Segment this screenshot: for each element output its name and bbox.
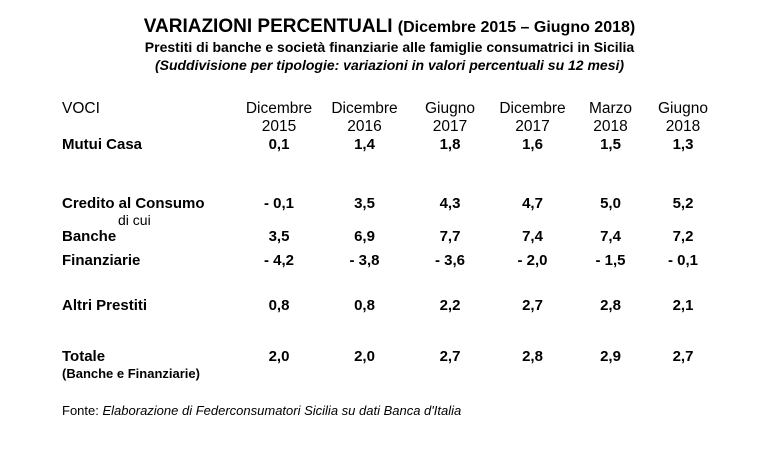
table-row-banche <box>62 228 718 252</box>
cell-value: 2,7 <box>439 348 461 365</box>
table-row-mutui-casa <box>62 136 718 160</box>
cell-value: 3,5 <box>354 195 375 212</box>
cell-value: 0,8 <box>268 297 290 314</box>
column-header-dic2015 <box>237 100 321 136</box>
cell-value: 1,5 <box>600 136 621 153</box>
spacer-row <box>62 160 718 195</box>
cell-value: - 0,1 <box>667 252 698 269</box>
source-prefix: Fonte: <box>62 403 99 418</box>
table-row-altri-prestiti <box>62 297 718 321</box>
column-year: 2017 <box>432 118 468 135</box>
cell-value: 2,8 <box>600 297 621 314</box>
row-sublabel-di-cui: di cui <box>118 212 151 228</box>
cell-value: 2,8 <box>522 348 543 365</box>
column-year: 2015 <box>261 118 297 135</box>
column-header-dic2017 <box>492 100 573 136</box>
cell-value: - 2,0 <box>517 252 548 269</box>
column-month: Dicembre <box>499 100 566 117</box>
cell-value: - 4,2 <box>263 252 294 269</box>
table-row-finanziarie <box>62 252 718 276</box>
cell-value: 5,2 <box>672 195 694 212</box>
cell-value: 2,7 <box>522 297 543 314</box>
table-row-credito-al-consumo <box>62 195 718 228</box>
row-label: Finanziarie <box>62 252 141 269</box>
cell-value: 6,9 <box>354 228 375 245</box>
cell-value: 2,1 <box>672 297 694 314</box>
cell-value: 2,0 <box>268 348 290 365</box>
cell-value: 3,5 <box>268 228 290 245</box>
row-label: Banche <box>62 228 117 245</box>
column-year: 2016 <box>347 118 382 135</box>
page-subtitle-note: (Suddivisione per tipologie: variazioni in valori percentuali su 12 mesi) <box>154 57 625 73</box>
cell-value: 2,0 <box>354 348 375 365</box>
page-title-main: VARIAZIONI PERCENTUALI <box>143 16 393 37</box>
column-month: Dicembre <box>331 100 398 117</box>
data-table <box>62 100 718 381</box>
cell-value: 2,7 <box>672 348 694 365</box>
row-label: Mutui Casa <box>62 136 143 153</box>
column-header-giu2018 <box>648 100 718 136</box>
cell-value: 1,8 <box>439 136 461 153</box>
cell-value: 0,8 <box>354 297 375 314</box>
column-month: Giugno <box>658 100 708 117</box>
source-note <box>62 403 717 419</box>
column-year: 2018 <box>593 118 628 135</box>
row-label: Credito al Consumo <box>62 195 205 212</box>
title-block <box>62 16 717 74</box>
cell-value: 7,2 <box>672 228 694 245</box>
cell-value: 2,9 <box>600 348 621 365</box>
cell-value: - 1,5 <box>595 252 626 269</box>
cell-value: 4,7 <box>522 195 543 212</box>
row-label: Altri Prestiti <box>62 297 148 314</box>
row-sublabel-banche-e-finanziarie: (Banche e Finanziarie) <box>62 366 200 381</box>
spacer-row <box>62 321 718 348</box>
cell-value: 7,4 <box>600 228 621 245</box>
cell-value: 1,6 <box>522 136 543 153</box>
cell-value: - 0,1 <box>263 195 294 212</box>
cell-value: 4,3 <box>439 195 461 212</box>
table-row-totale <box>62 348 718 381</box>
page-title-range: (Dicembre 2015 – Giugno 2018) <box>397 19 636 36</box>
table-header-row <box>62 100 718 136</box>
cell-value: 2,2 <box>439 297 461 314</box>
column-header-voci: VOCI <box>62 100 100 117</box>
column-year: 2017 <box>515 118 550 135</box>
column-header-giu2017 <box>408 100 492 136</box>
cell-value: 1,3 <box>672 136 694 153</box>
column-year: 2018 <box>665 118 701 135</box>
source-text: Elaborazione di Federconsumatori Sicilia su dati Banca d'Italia <box>102 403 462 418</box>
column-header-mar2018 <box>573 100 648 136</box>
cell-value: 0,1 <box>268 136 290 153</box>
cell-value: 7,7 <box>439 228 461 245</box>
cell-value: - 3,8 <box>349 252 380 269</box>
column-month: Giugno <box>425 100 475 117</box>
column-header-dic2016 <box>321 100 408 136</box>
cell-value: 5,0 <box>600 195 621 212</box>
row-label: Totale <box>62 348 106 365</box>
cell-value: 1,4 <box>354 136 375 153</box>
page-subtitle: Prestiti di banche e società finanziarie alle famiglie consumatrici in Sicilia <box>144 39 635 55</box>
column-month: Dicembre <box>245 100 313 117</box>
cell-value: - 3,6 <box>434 252 465 269</box>
column-month: Marzo <box>588 100 633 117</box>
cell-value: 7,4 <box>522 228 543 245</box>
spacer-row <box>62 276 718 297</box>
page-title <box>62 16 717 38</box>
